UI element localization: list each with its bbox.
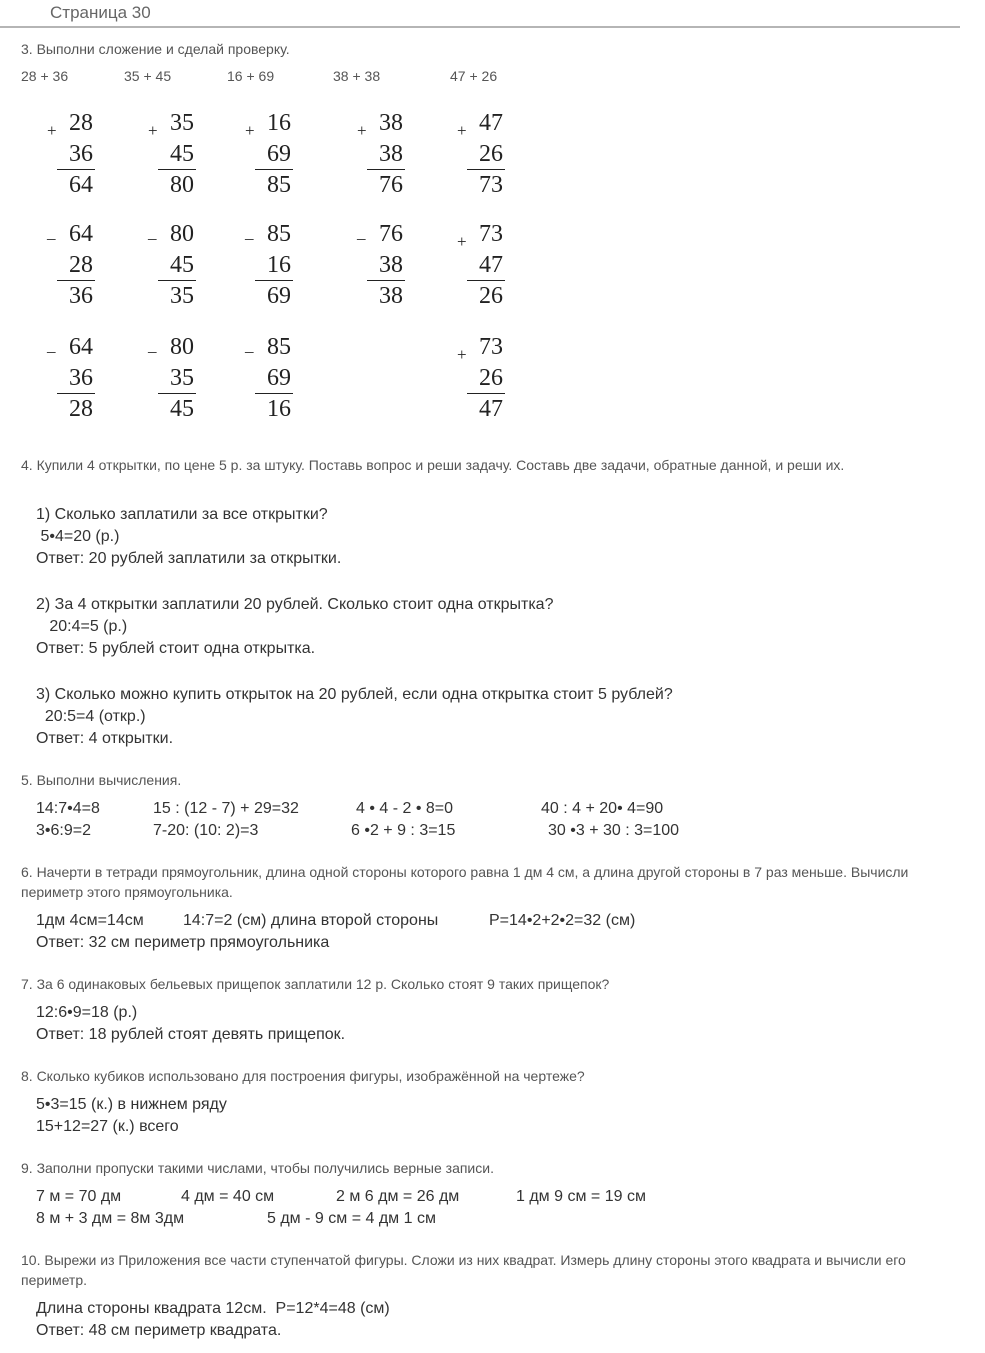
task-5-prompt: 5. Выполни вычисления. (21, 772, 182, 788)
solution-line: Длина стороны квадрата 12см. P=12*4=48 (см) (36, 1300, 390, 1317)
result-number: 76 (379, 172, 403, 198)
operand-number: 16 (267, 110, 291, 136)
sum-line (367, 280, 405, 281)
sum-line (255, 280, 293, 281)
operator-sign: _ (47, 336, 56, 355)
answer-line: Ответ: 5 рублей стоит одна открытка. (36, 640, 316, 657)
operand-number: 26 (479, 365, 503, 391)
result-number: 47 (479, 396, 503, 422)
answer-line: Ответ: 18 рублей стоят девять прищепок. (36, 1026, 346, 1043)
task-3-prompt: 3. Выполни сложение и сделай проверку. (21, 41, 290, 57)
solution-line: 1) Сколько заплатили за все открытки? (36, 506, 328, 523)
operator-sign: + (457, 121, 467, 140)
operand-number: 85 (267, 221, 291, 247)
operand-number: 85 (267, 334, 291, 360)
operand-number: 64 (69, 221, 93, 247)
operand-number: 36 (69, 365, 93, 391)
result-number: 36 (69, 283, 93, 309)
result-number: 16 (267, 396, 291, 422)
operand-number: 76 (379, 221, 403, 247)
sum-line (158, 280, 196, 281)
operand-number: 80 (170, 334, 194, 360)
operand-number: 45 (170, 252, 194, 278)
operator-sign: + (148, 121, 158, 140)
result-number: 35 (170, 283, 194, 309)
solution-line: 20:4=5 (р.) (36, 618, 128, 635)
column-calculation (231, 334, 291, 433)
operand-number: 64 (69, 334, 93, 360)
answer-line: Ответ: 20 рублей заплатили за открытки. (36, 550, 342, 567)
equation: 4 дм = 40 см (181, 1188, 275, 1205)
operand-number: 73 (479, 334, 503, 360)
column-calculation (231, 110, 291, 209)
result-number: 69 (267, 283, 291, 309)
expression: 28 + 36 (21, 68, 69, 84)
solution-line: P=14•2+2•2=32 (см) (489, 912, 636, 929)
result-number: 38 (379, 283, 403, 309)
equation: 7 м = 70 дм (36, 1188, 122, 1205)
column-calculation (443, 110, 503, 209)
operator-sign: _ (245, 223, 254, 242)
equation: 5 дм - 9 см = 4 дм 1 см (267, 1210, 436, 1227)
operand-number: 16 (267, 252, 291, 278)
sum-line (255, 393, 293, 394)
task-6-prompt: 6. Начерти в тетради прямоугольник, длина одной стороны которого равна 1 дм 4 см, а длина другой стороны в 7 раз меньше. Вычисли периметр этого прямоугольника. (21, 864, 909, 900)
solution-line: 14:7=2 (см) длина второй стороны (183, 912, 439, 929)
operator-sign: + (357, 121, 367, 140)
sum-line (255, 169, 293, 170)
sum-line (158, 393, 196, 394)
operator-sign: + (457, 232, 467, 251)
column-calculation (443, 221, 503, 320)
operand-number: 38 (379, 141, 403, 167)
computation: 40 : 4 + 20• 4=90 (541, 800, 664, 817)
sum-line (57, 280, 95, 281)
answer-line: Ответ: 4 открытки. (36, 730, 174, 747)
result-number: 45 (170, 396, 194, 422)
expression: 47 + 26 (450, 68, 498, 84)
column-calculation (343, 221, 403, 320)
computation: 14:7•4=8 (36, 800, 100, 817)
column-calculation (134, 110, 194, 209)
solution-line: 2) За 4 открытки заплатили 20 рублей. Сколько стоит одна открытка? (36, 596, 554, 613)
result-number: 26 (479, 283, 503, 309)
expression: 16 + 69 (227, 68, 275, 84)
operand-number: 38 (379, 110, 403, 136)
sum-line (467, 169, 505, 170)
operator-sign: + (245, 121, 255, 140)
result-number: 73 (479, 172, 503, 198)
solution-line: 20:5=4 (откр.) (36, 708, 146, 725)
solution-line: 5•3=15 (к.) в нижнем ряду (36, 1096, 227, 1113)
computation: 15 : (12 - 7) + 29=32 (153, 800, 299, 817)
equation: 1 дм 9 см = 19 см (516, 1188, 646, 1205)
computation: 30 •3 + 30 : 3=100 (548, 822, 680, 839)
sum-line (158, 169, 196, 170)
sum-line (467, 280, 505, 281)
solution-line: 1дм 4см=14см (36, 912, 144, 929)
column-calculation (134, 221, 194, 320)
operand-number: 28 (69, 252, 93, 278)
operand-number: 35 (170, 365, 194, 391)
operand-number: 47 (479, 110, 503, 136)
computation: 3•6:9=2 (36, 822, 91, 839)
result-number: 64 (69, 172, 93, 198)
task-7-prompt: 7. За 6 одинаковых бельевых прищепок заплатили 12 р. Сколько стоят 9 таких прищепок? (21, 976, 610, 992)
operand-number: 69 (267, 365, 291, 391)
operand-number: 26 (479, 141, 503, 167)
operand-number: 80 (170, 221, 194, 247)
operand-number: 35 (170, 110, 194, 136)
column-calculation (343, 110, 403, 209)
column-calculation (33, 110, 93, 209)
operator-sign: _ (357, 223, 366, 242)
solution-line: 5•4=20 (р.) (36, 528, 120, 545)
operand-number: 47 (479, 252, 503, 278)
operator-sign: _ (148, 223, 157, 242)
answer-line: Ответ: 48 см периметр квадрата. (36, 1322, 282, 1339)
operator-sign: _ (148, 336, 157, 355)
result-number: 85 (267, 172, 291, 198)
page-header (0, 0, 960, 28)
task-8-prompt: 8. Сколько кубиков использовано для построения фигуры, изображённой на чертеже? (21, 1068, 585, 1084)
answer-line: Ответ: 32 см периметр прямоугольника (36, 934, 330, 951)
operand-number: 73 (479, 221, 503, 247)
operator-sign: + (47, 121, 57, 140)
computation: 6 •2 + 9 : 3=15 (351, 822, 456, 839)
column-calculation (231, 221, 291, 320)
column-calculation (134, 334, 194, 433)
operator-sign: _ (245, 336, 254, 355)
task-10-prompt: 10. Вырежи из Приложения все части ступенчатой фигуры. Сложи из них квадрат. Измерь длину стороны этого квадрата и вычисли его периметр. (21, 1252, 906, 1288)
sum-line (57, 393, 95, 394)
column-calculation (33, 221, 93, 320)
sum-line (57, 169, 95, 170)
column-calculation (33, 334, 93, 433)
expression: 38 + 38 (333, 68, 381, 84)
operand-number: 28 (69, 110, 93, 136)
computation: 4 • 4 - 2 • 8=0 (356, 800, 454, 817)
equation: 2 м 6 дм = 26 дм (336, 1188, 460, 1205)
operand-number: 38 (379, 252, 403, 278)
sum-line (467, 393, 505, 394)
result-number: 28 (69, 396, 93, 422)
solution-line: 3) Сколько можно купить открыток на 20 рублей, если одна открытка стоит 5 рублей? (36, 686, 673, 703)
computation: 7-20: (10: 2)=3 (153, 822, 259, 839)
operand-number: 69 (267, 141, 291, 167)
column-calculation (443, 334, 503, 433)
expression: 35 + 45 (124, 68, 172, 84)
operator-sign: + (457, 345, 467, 364)
task-4-prompt: 4. Купили 4 открытки, по цене 5 р. за штуку. Поставь вопрос и реши задачу. Составь две задачи, обратные данной, и реши их. (21, 457, 845, 473)
sum-line (367, 169, 405, 170)
solution-line: 15+12=27 (к.) всего (36, 1118, 179, 1135)
result-number: 80 (170, 172, 194, 198)
operator-sign: _ (47, 223, 56, 242)
solution-line: 12:6•9=18 (р.) (36, 1004, 138, 1021)
operand-number: 36 (69, 141, 93, 167)
equation: 8 м + 3 дм = 8м 3дм (36, 1210, 185, 1227)
page-title: Страница 30 (50, 3, 151, 22)
task-9-prompt: 9. Заполни пропуски такими числами, чтобы получились верные записи. (21, 1160, 494, 1176)
operand-number: 45 (170, 141, 194, 167)
